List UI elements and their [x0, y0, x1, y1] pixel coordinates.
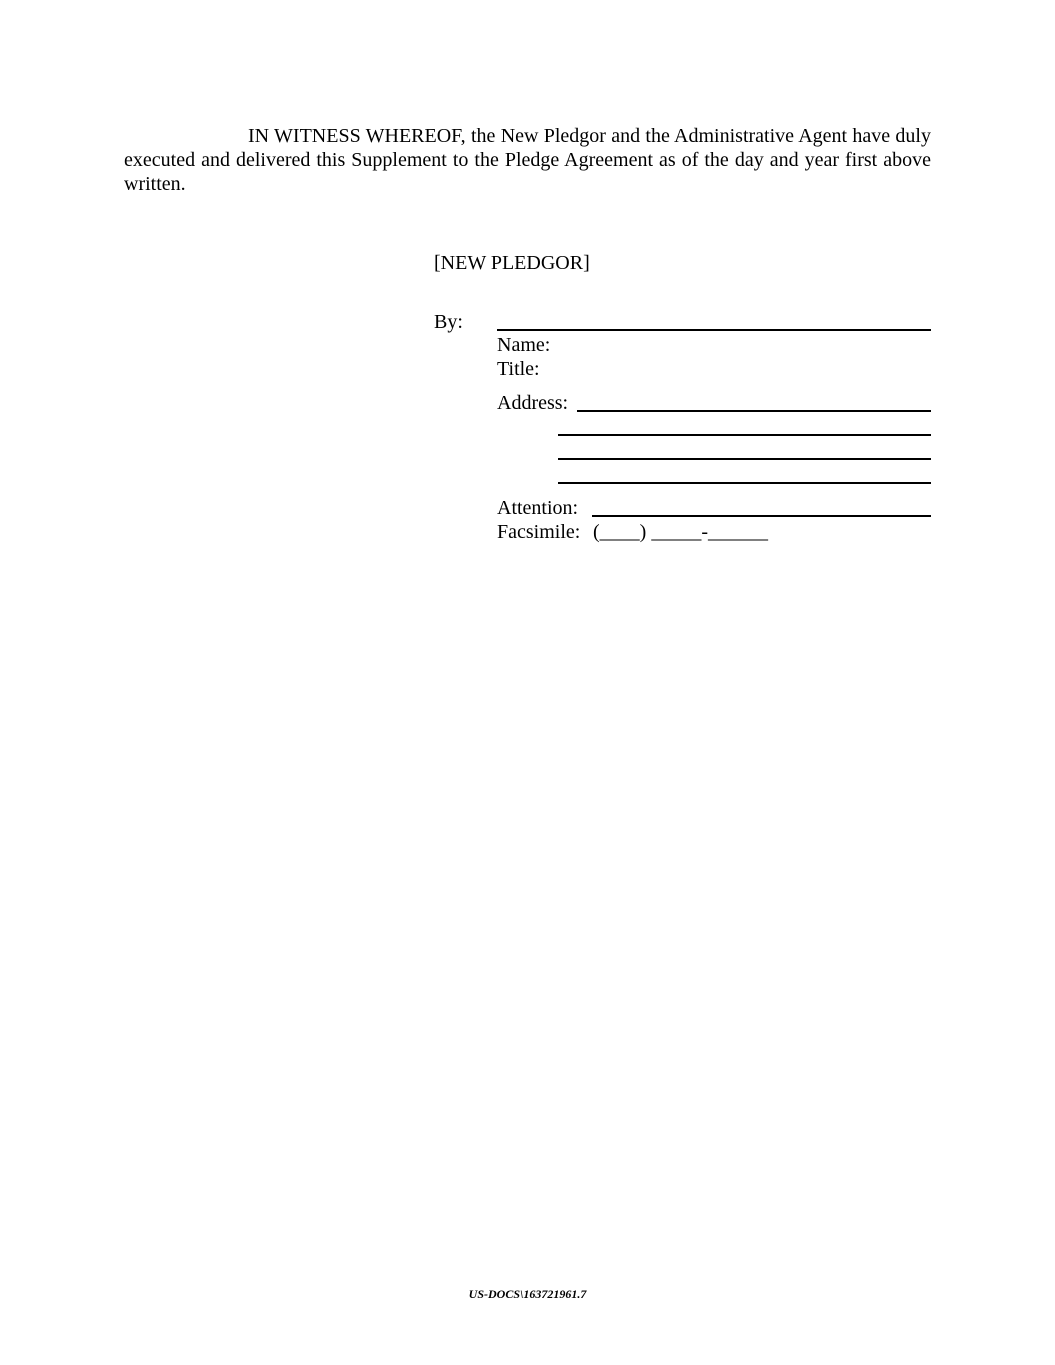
- attention-label: Attention:: [497, 497, 579, 519]
- attention-line: [592, 515, 931, 517]
- address-line-2: [558, 434, 931, 436]
- signature-line: [497, 329, 931, 331]
- address-label: Address:: [497, 392, 569, 414]
- facsimile-label: Facsimile:: [497, 521, 581, 543]
- witness-paragraph: IN WITNESS WHEREOF, the New Pledgor and the Administrative Agent have duly executed and delivered this Supplement to the Pledge Agreement as of the day and year first above written.: [124, 125, 931, 195]
- pledgor-name: [NEW PLEDGOR]: [434, 252, 590, 274]
- address-line-1: [577, 410, 931, 412]
- address-line-4: [558, 482, 931, 484]
- facsimile-value: (____) _____-______: [593, 521, 768, 543]
- footer-doc-id: US-DOCS\163721961.7: [468, 1287, 587, 1301]
- address-line-3: [558, 458, 931, 460]
- title-label: Title:: [497, 358, 540, 380]
- name-label: Name:: [497, 334, 551, 356]
- by-label: By:: [434, 311, 463, 333]
